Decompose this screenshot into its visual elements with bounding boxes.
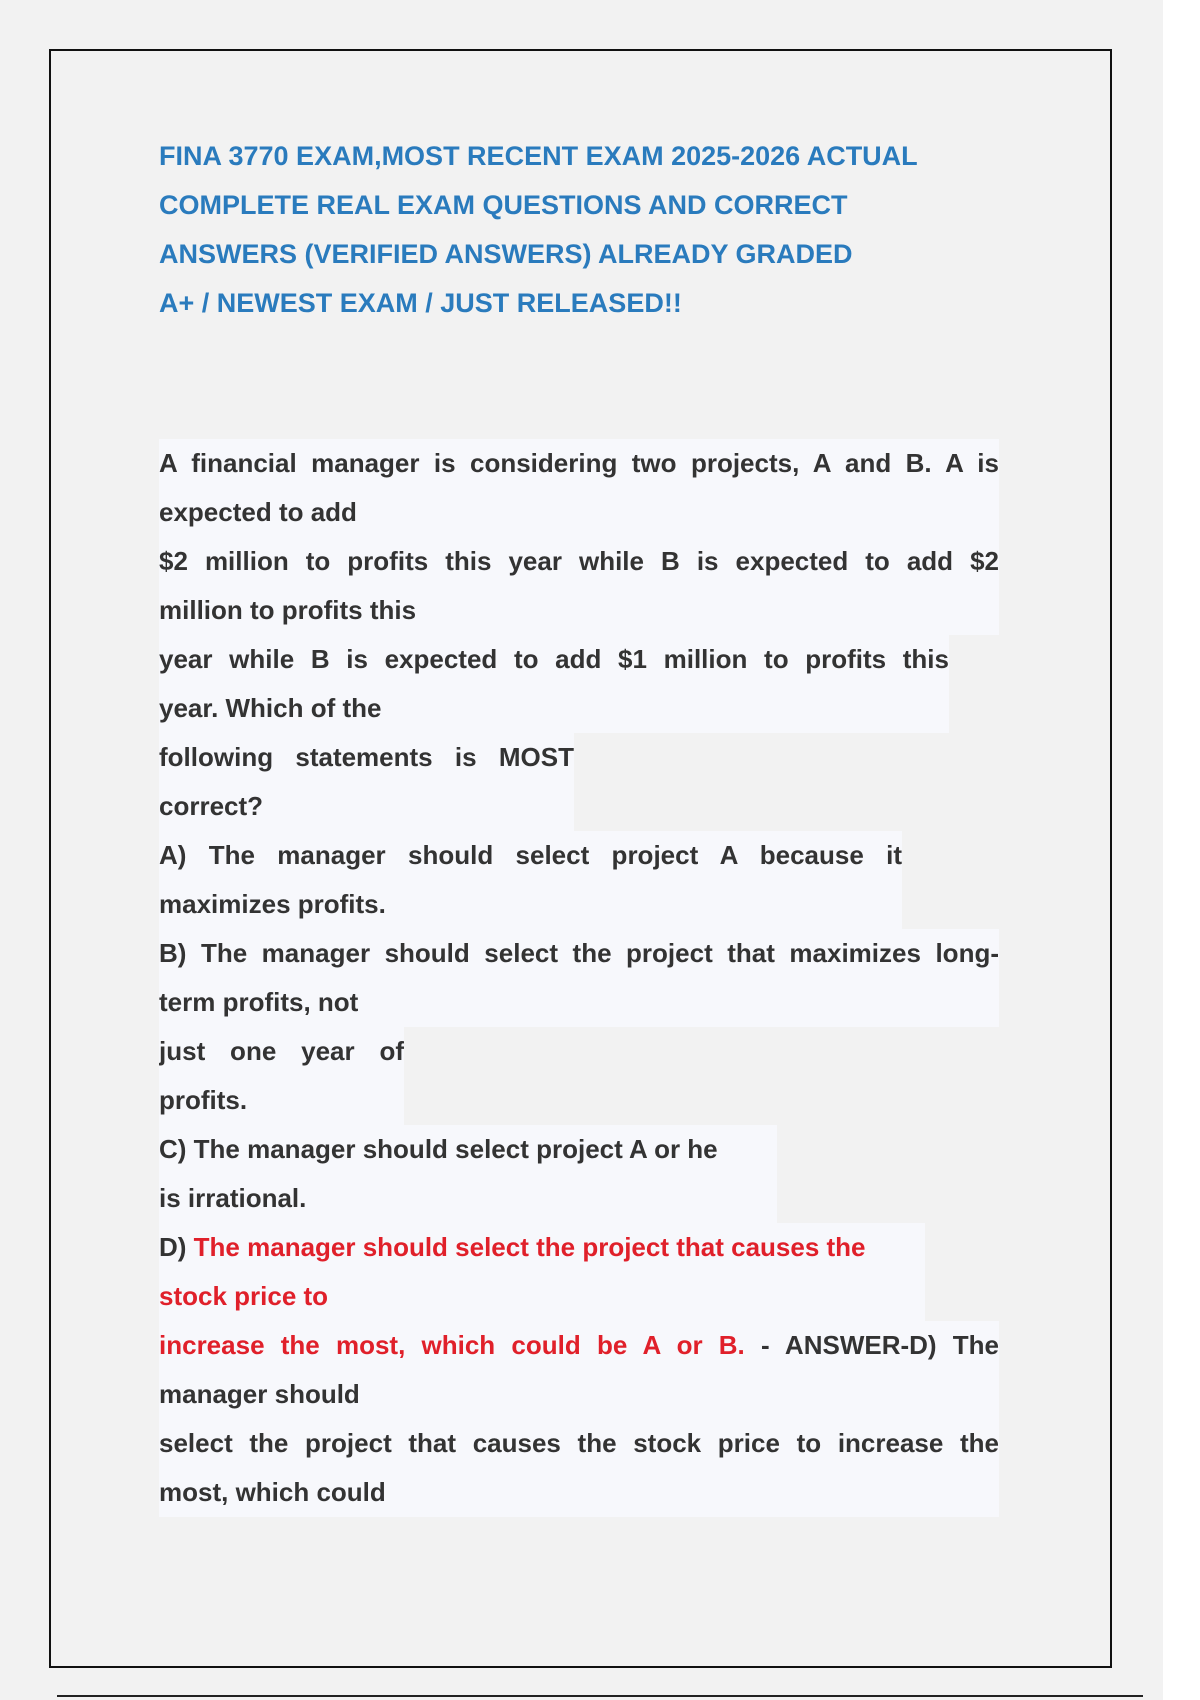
document-title [159,132,1039,328]
question-line: million to profits this [159,586,999,635]
question-line: year. Which of the [159,684,949,733]
question-line: following statements is MOST [159,733,574,782]
option-a-line: A) The manager should select project A because it [159,831,902,880]
question-block [159,439,1059,1517]
question-line: year while B is expected to add $1 million to profits this [159,635,949,684]
question-line: expected to add [159,488,999,537]
option-d-line [159,1223,925,1272]
bottom-rule [57,1695,1143,1697]
answer-line: manager should [159,1370,999,1419]
answer-line: select the project that causes the stock price to increase the [159,1419,999,1468]
title-line: ANSWERS (VERIFIED ANSWERS) ALREADY GRADED [159,239,853,269]
option-d-answer-line [159,1321,999,1370]
question-line: correct? [159,782,574,831]
correct-answer-text: The manager should select the project that causes the [193,1232,866,1262]
document-page [49,49,1112,1668]
question-line: A financial manager is considering two projects, A and B. A is [159,439,999,488]
option-a-line: maximizes profits. [159,880,902,929]
title-line: COMPLETE REAL EXAM QUESTIONS AND CORRECT [159,190,848,220]
option-b-line: just one year of [159,1027,404,1076]
question-line: $2 million to profits this year while B is expected to add $2 [159,537,999,586]
option-b-line: B) The manager should select the project that maximizes long- [159,929,999,978]
answer-key-text: - ANSWER-D) The [744,1330,999,1360]
answer-line: most, which could [159,1468,999,1517]
option-b-line: term profits, not [159,978,999,1027]
option-c-line: C) The manager should select project A or he [159,1125,777,1174]
correct-answer-text: stock price to [159,1272,925,1321]
correct-answer-text: increase the most, which could be A or B. [159,1330,745,1360]
title-line: FINA 3770 EXAM,MOST RECENT EXAM 2025-2026 ACTUAL [159,141,918,171]
option-d-prefix: D) [159,1232,194,1262]
title-line: A+ / NEWEST EXAM / JUST RELEASED!! [159,288,682,318]
option-c-line: is irrational. [159,1174,777,1223]
right-margin [1163,0,1200,1700]
option-b-line: profits. [159,1076,404,1125]
